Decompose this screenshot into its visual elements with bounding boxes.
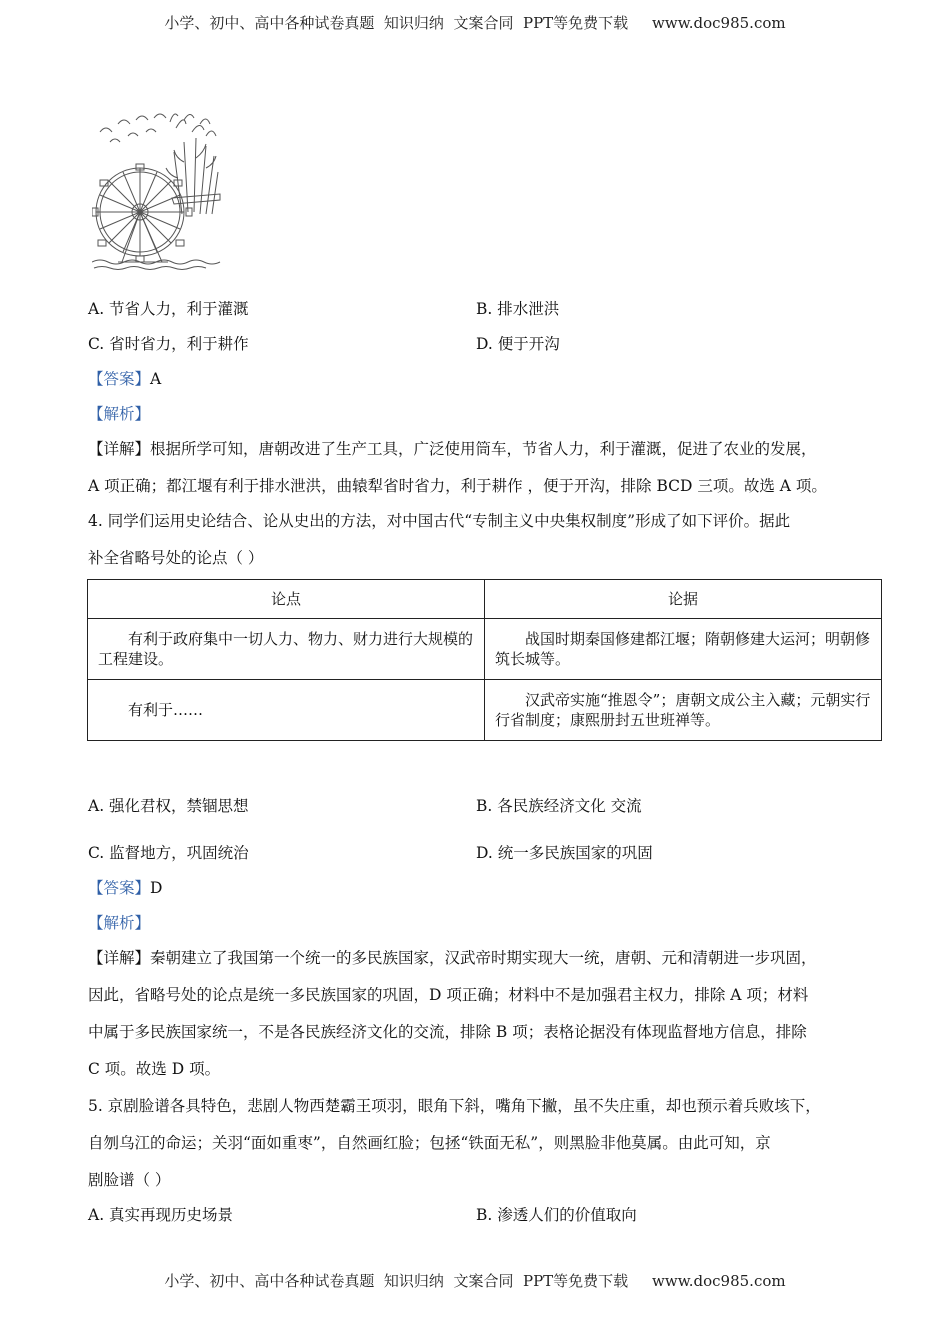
q4-detail-line-2: 因此，省略号处的论点是统一多民族国家的巩固，D 项正确；材料中不是加强君主权力，排除 A 项；材料 — [88, 986, 809, 1004]
q3-detail-line-2: A 项正确；都江堰有利于排水泄洪，曲辕犁省时省力，利于耕作 ，便于开沟，排除 BCD 三项。故选 A 项。 — [88, 477, 827, 495]
table-header-argument: 论点 — [88, 580, 485, 619]
table-cell-evidence: 汉武帝实施“推恩令”；唐朝文成公主入藏；元朝实行行省制度；康熙册封五世班禅等。 — [485, 680, 882, 741]
q4-option-b: B. 各民族经济文化 交流 — [476, 797, 642, 815]
q4-table — [87, 579, 882, 741]
water-wheel-illustration — [92, 102, 226, 272]
q4-answer — [88, 878, 162, 898]
table-row — [88, 680, 882, 741]
q4-stem-line-1: 4. 同学们运用史论结合、论从史出的方法，对中国古代“专制主义中央集权制度”形成了如下评价。据此 — [88, 512, 791, 530]
q4-stem-line-2: 补全省略号处的论点（ ） — [88, 549, 264, 567]
detail-tag: 【详解】 — [88, 949, 151, 967]
q3-analysis-tag: 【解析】 — [88, 405, 151, 423]
detail-text: 根据所学可知，唐朝改进了生产工具，广泛使用筒车，节省人力，利于灌溉，促进了农业的发展， — [150, 440, 817, 458]
answer-tag: 【答案】 — [88, 370, 151, 388]
q3-option-b: B. 排水泄洪 — [476, 300, 560, 318]
q3-option-c: C. 省时省力，利于耕作 — [88, 335, 249, 353]
q4-analysis-tag: 【解析】 — [88, 914, 151, 932]
q4-option-d: D. 统一多民族国家的巩固 — [476, 844, 653, 862]
q3-option-d: D. 便于开沟 — [476, 335, 560, 353]
q4-option-c: C. 监督地方，巩固统治 — [88, 844, 249, 862]
table-cell-evidence: 战国时期秦国修建都江堰；隋朝修建大运河；明朝修筑长城等。 — [485, 619, 882, 680]
q4-option-a: A. 强化君权，禁锢思想 — [88, 797, 249, 815]
q3-detail-line-1 — [88, 439, 817, 459]
q4-detail-line-4: C 项。故选 D 项。 — [88, 1060, 221, 1078]
table-header-evidence: 论据 — [485, 580, 882, 619]
page-header: 小学、初中、高中各种试卷真题 知识归纳 文案合同 PPT等免费下载 www.doc985.com — [164, 14, 786, 32]
q5-stem-line-1: 5. 京剧脸谱各具特色，悲剧人物西楚霸王项羽，眼角下斜，嘴角下撇，虽不失庄重，却也预示着兵败垓下， — [88, 1097, 821, 1115]
q5-option-a: A. 真实再现历史场景 — [88, 1206, 234, 1224]
q5-stem-line-2: 自刎乌江的命运；关羽“面如重枣”，自然画红脸；包拯“铁面无私”，则黑脸非他莫属。由此可知，京 — [88, 1134, 771, 1152]
q3-option-a: A. 节省人力，利于灌溉 — [88, 300, 249, 318]
q4-detail-line-3: 中属于多民族国家统一，不是各民族经济文化的交流，排除 B 项；表格论据没有体现监督地方信息，排除 — [88, 1023, 807, 1041]
table-cell-argument: 有利于政府集中一切人力、物力、财力进行大规模的工程建设。 — [88, 619, 485, 680]
answer-value: D — [150, 879, 163, 897]
table-header-row — [88, 580, 882, 619]
detail-tag: 【详解】 — [88, 440, 151, 458]
table-cell-argument: 有利于…… — [88, 680, 485, 741]
detail-text: 秦朝建立了我国第一个统一的多民族国家，汉武帝时期实现大一统，唐朝、元和清朝进一步巩固， — [150, 949, 817, 967]
q3-answer — [88, 369, 161, 389]
q5-option-b: B. 渗透人们的价值取向 — [476, 1206, 637, 1224]
q5-stem-line-3: 剧脸谱（ ） — [88, 1171, 171, 1189]
answer-value: A — [150, 370, 162, 388]
answer-tag: 【答案】 — [88, 879, 151, 897]
q4-detail-line-1 — [88, 948, 817, 968]
page-footer: 小学、初中、高中各种试卷真题 知识归纳 文案合同 PPT等免费下载 www.doc985.com — [164, 1272, 786, 1290]
table-row — [88, 619, 882, 680]
